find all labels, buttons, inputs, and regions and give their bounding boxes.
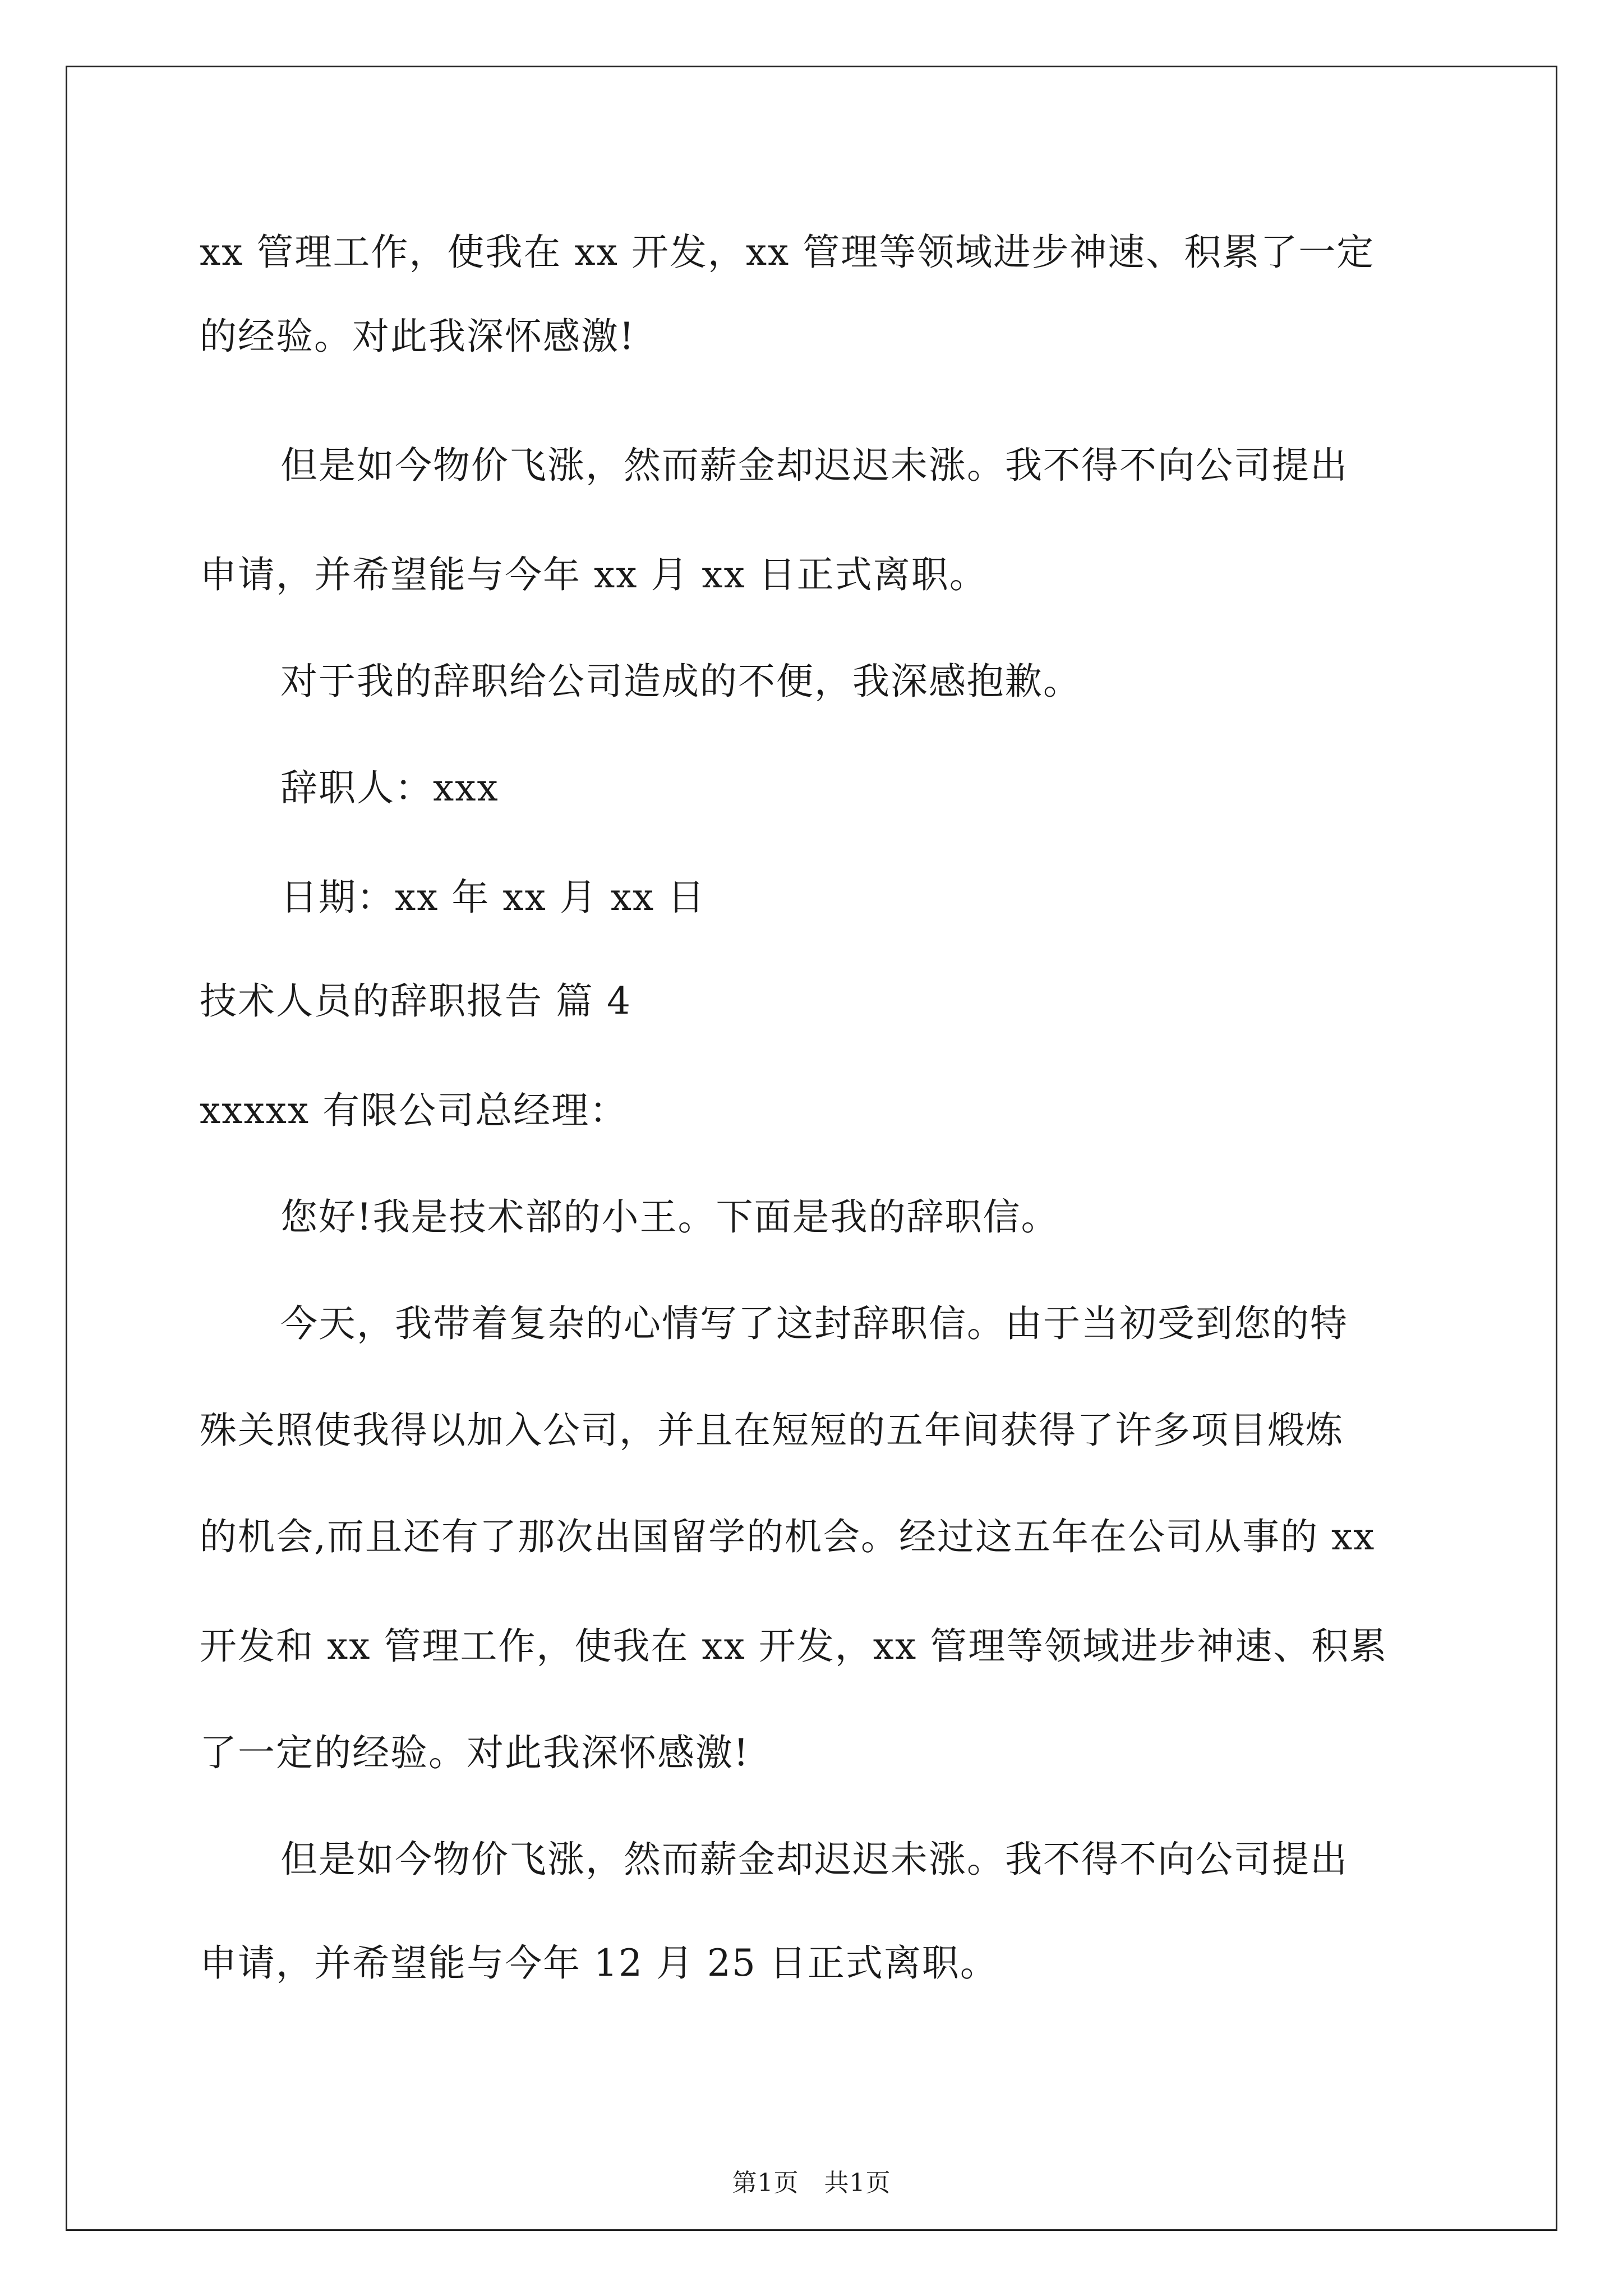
page-frame <box>66 66 1557 2231</box>
text-line: 申请，并希望能与今年 xx 月 xx 日正式离职。 <box>200 553 988 596</box>
paragraph-line: 但是如今物价飞涨，然而薪金却迟迟未涨。我不得不向公司提出 <box>280 1838 1348 1881</box>
paragraph-line: 对于我的辞职给公司造成的不便，我深感抱歉。 <box>280 660 1081 703</box>
paragraph-line: 您好!我是技术部的小王。下面是我的辞职信。 <box>280 1195 1059 1239</box>
text-line: 殊关照使我得以加入公司，并且在短短的五年间获得了许多项目煅炼 <box>200 1409 1344 1452</box>
page-footer: 第1页 共1页 <box>732 2169 891 2197</box>
text-line: 开发和 xx 管理工作，使我在 xx 开发，xx 管理等领域进步神速、积累 <box>200 1625 1388 1668</box>
salutation-line: xxxxx 有限公司总经理： <box>200 1089 628 1132</box>
section-heading: 技术人员的辞职报告 篇 4 <box>200 979 631 1023</box>
paragraph-line: 今天，我带着复杂的心情写了这封辞职信。由于当初受到您的特 <box>280 1302 1348 1345</box>
text-line: 申请，并希望能与今年 12 月 25 日正式离职。 <box>200 1941 998 1985</box>
text-line: 了一定的经验。对此我深怀感激! <box>200 1731 750 1774</box>
text-line: 的经验。对此我深怀感激! <box>200 315 635 358</box>
paragraph-line: 但是如今物价飞涨，然而薪金却迟迟未涨。我不得不向公司提出 <box>280 444 1348 487</box>
text-line: xx 管理工作，使我在 xx 开发，xx 管理等领域进步神速、积累了一定 <box>200 231 1375 274</box>
signature-line: 辞职人：xxx <box>280 766 499 809</box>
date-line: 日期：xx 年 xx 月 xx 日 <box>280 876 706 919</box>
text-line: 的机会,而且还有了那次出国留学的机会。经过这五年在公司从事的 xx <box>200 1515 1376 1558</box>
